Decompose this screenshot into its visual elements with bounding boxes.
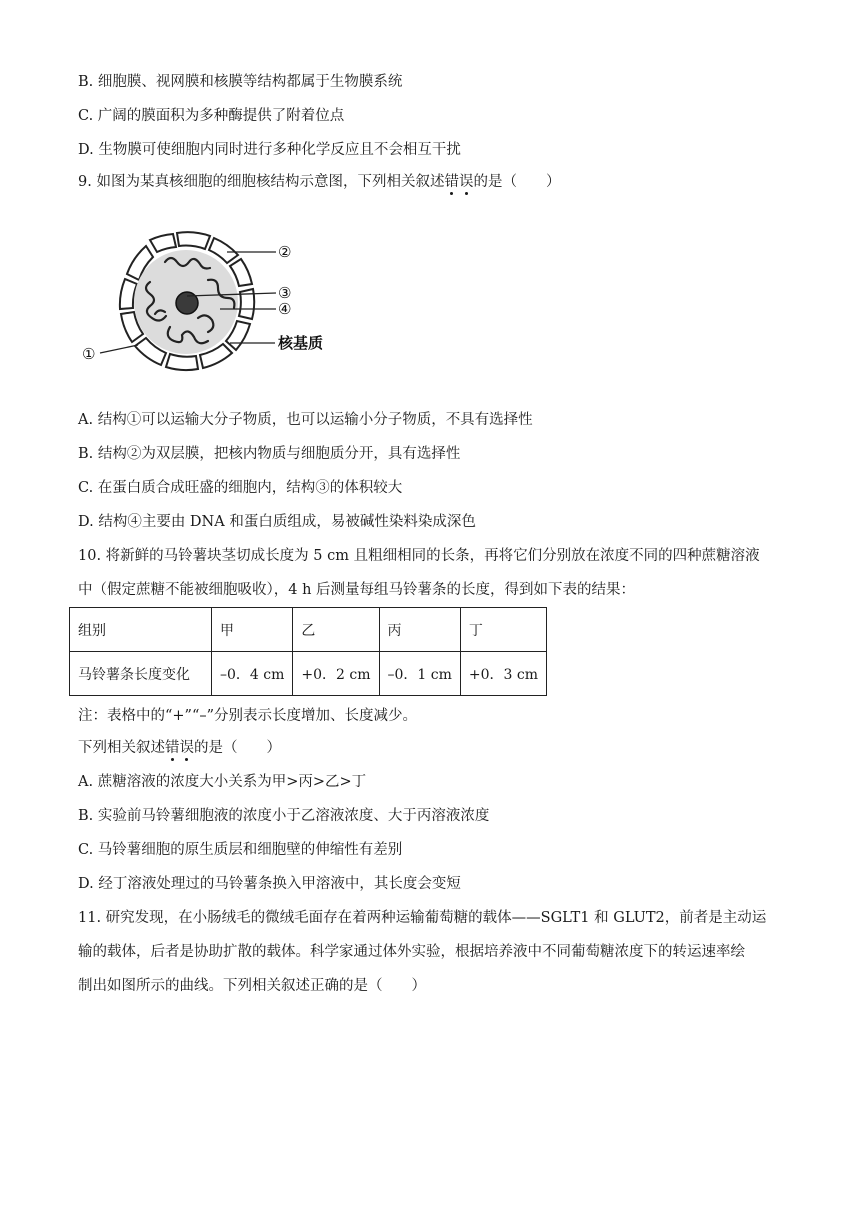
table-cell: 组别 [70,608,212,652]
q9-option-c: C. 在蛋白质合成旺盛的细胞内，结构③的体积较大 [78,480,403,496]
table-cell: –0．1 cm [379,652,460,696]
emphasis-dot-char: 误 [179,740,194,756]
q10-option-d: D. 经丁溶液处理过的马铃薯条换入甲溶液中，其长度会变短 [78,876,461,892]
q10-option-c: C. 马铃薯细胞的原生质层和细胞壁的伸缩性有差别 [78,842,403,858]
label-3: ③ [278,284,292,302]
emphasis-dot-char: 误 [458,174,474,190]
table-cell: –0．4 cm [212,652,293,696]
q10-table-note: 注：表格中的“+”“–”分别表示长度增加、长度减少。 [78,708,418,724]
q10-option-a: A. 蔗糖溶液的浓度大小关系为甲>丙>乙>丁 [78,774,367,790]
q8-option-d: D. 生物膜可使细胞内同时进行多种化学反应且不会相互干扰 [78,142,461,158]
q9-option-b: B. 结构②为双层膜，把核内物质与细胞质分开，具有选择性 [78,446,461,462]
label-2: ② [278,243,292,261]
table-cell: +0．3 cm [460,652,546,696]
emphasis-dot-char: 错 [165,740,180,756]
table-cell: 乙 [293,608,379,652]
table-cell: 甲 [212,608,293,652]
emphasis-dot-char: 错 [444,174,459,190]
label-1: ① [82,345,96,363]
q9-option-d: D. 结构④主要由 DNA 和蛋白质组成，易被碱性染料染成深色 [78,514,476,530]
table-cell: 马铃薯条长度变化 [70,652,212,696]
q8-option-b: B. 细胞膜、视网膜和核膜等结构都属于生物膜系统 [78,74,403,90]
q10-question-end: 的是（ ） [194,740,281,756]
nucleus-structure-diagram [80,222,340,392]
q10-stem-line-1: 10. 将新鲜的马铃薯块茎切成长度为 5 cm 且粗细相同的长条，再将它们分别放在浓度不同的四种蔗糖溶液 [78,548,760,564]
table-cell: 丙 [379,608,460,652]
q8-option-c: C. 广阔的膜面积为多种酶提供了附着位点 [78,108,345,124]
q10-option-b: B. 实验前马铃薯细胞液的浓度小于乙溶液浓度、大于丙溶液浓度 [78,808,490,824]
table-cell: +0．2 cm [293,652,379,696]
label-nuclear-matrix: 核基质 [278,334,324,352]
q11-stem-line-2: 输的载体，后者是协助扩散的载体。科学家通过体外实验，根据培养液中不同葡萄糖浓度下的转运速率绘 [78,944,745,960]
q11-stem-line-3: 制出如图所示的曲线。下列相关叙述正确的是（ ） [78,978,426,994]
q10-question-text: 下列相关叙述 [78,740,165,756]
q10-question [78,738,281,758]
q9-option-a: A. 结构①可以运输大分子物质，也可以运输小分子物质，不具有选择性 [78,412,533,428]
table-cell: 丁 [460,608,546,652]
q11-stem-line-1: 11. 研究发现，在小肠绒毛的微绒毛面存在着两种运输葡萄糖的载体——SGLT1 和 GLUT2，前者是主动运 [78,910,767,926]
q9-stem-end: 的是（ ） [473,174,561,190]
q10-stem-line-2: 中（假定蔗糖不能被细胞吸收），4 h 后测量每组马铃薯条的长度，得到如下表的结果： [78,582,636,598]
q9-stem [78,172,560,192]
potato-length-table [69,607,547,696]
q9-stem-text: 9. 如图为某真核细胞的细胞核结构示意图，下列相关叙述 [78,174,445,190]
label-4: ④ [278,300,292,318]
table-header-row [70,608,547,652]
table-row [70,652,547,696]
